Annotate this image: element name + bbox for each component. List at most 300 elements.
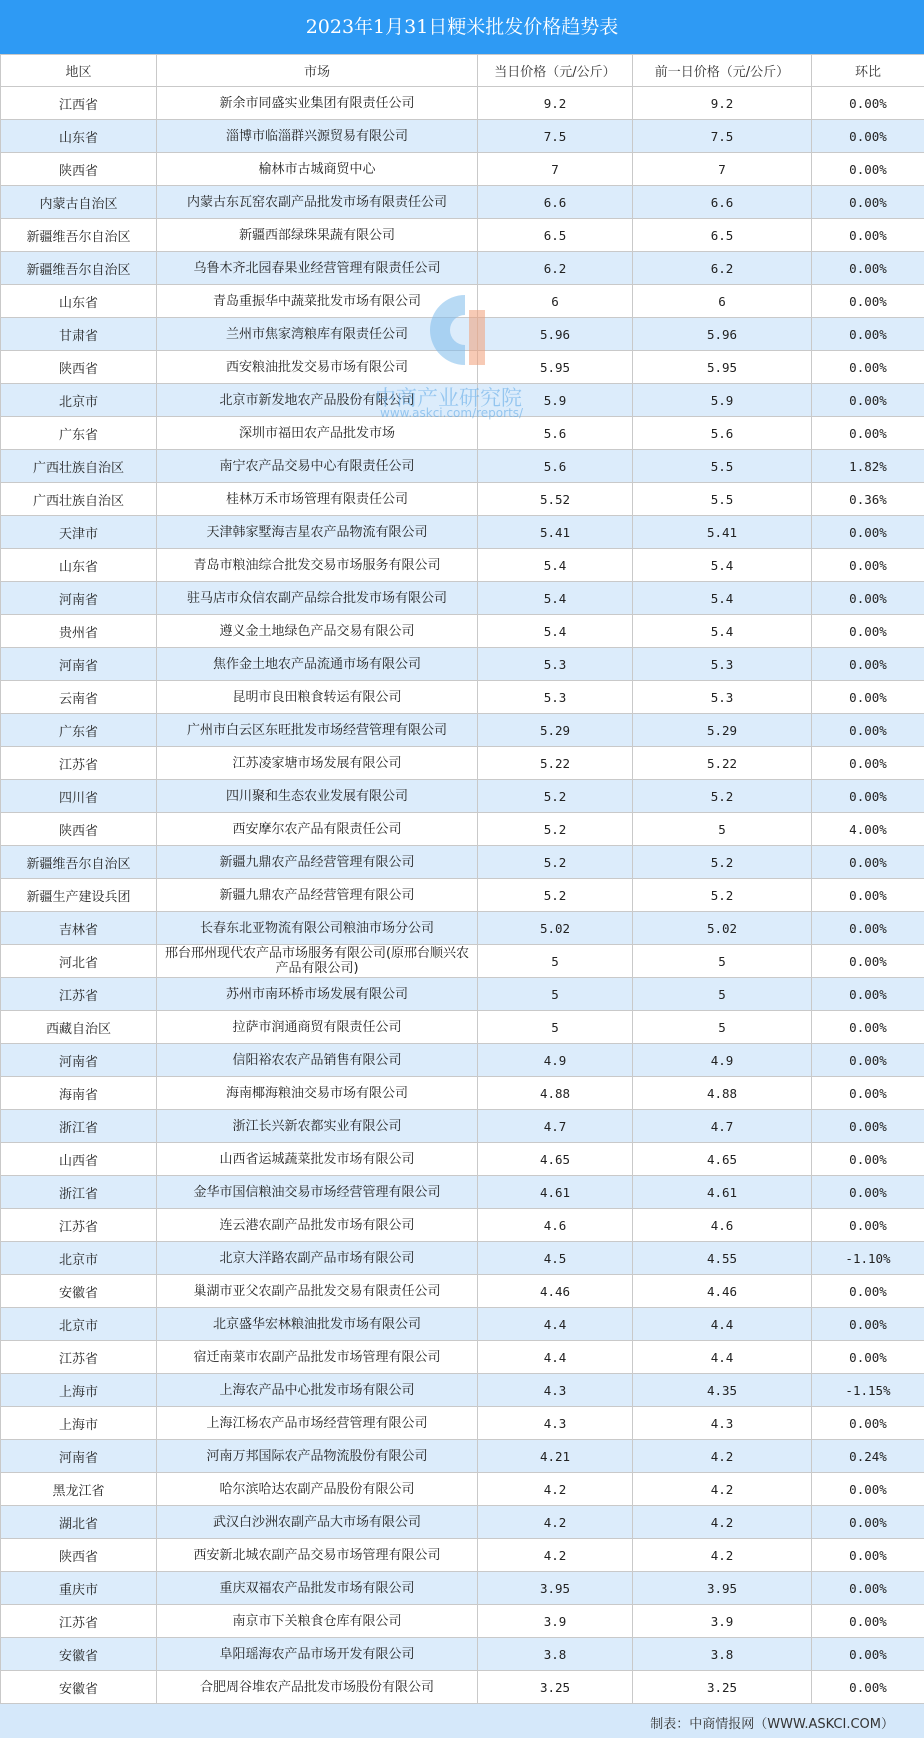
table-row	[1, 1011, 924, 1044]
current-price-cell: 4.7	[478, 1110, 633, 1143]
column-header-market: 市场	[157, 55, 478, 87]
previous-price-cell: 5.5	[633, 450, 812, 483]
previous-price-cell: 4.7	[633, 1110, 812, 1143]
change-cell: 0.00%	[812, 549, 924, 582]
table-row	[1, 186, 924, 219]
region-cell: 广西壮族自治区	[1, 450, 157, 483]
region-cell: 陕西省	[1, 1539, 157, 1572]
change-cell: 0.00%	[812, 714, 924, 747]
current-price-cell: 4.2	[478, 1539, 633, 1572]
table-row	[1, 219, 924, 252]
market-cell: 上海农产品中心批发市场有限公司	[157, 1374, 478, 1407]
change-cell: 0.00%	[812, 318, 924, 351]
region-cell: 上海市	[1, 1374, 157, 1407]
previous-price-cell: 5.2	[633, 846, 812, 879]
table-row	[1, 1077, 924, 1110]
table-row	[1, 120, 924, 153]
region-cell: 新疆生产建设兵团	[1, 879, 157, 912]
table-row	[1, 351, 924, 384]
current-price-cell: 4.6	[478, 1209, 633, 1242]
change-cell: 0.00%	[812, 153, 924, 186]
change-cell: 0.24%	[812, 1440, 924, 1473]
change-cell: 0.00%	[812, 219, 924, 252]
region-cell: 贵州省	[1, 615, 157, 648]
table-row	[1, 1539, 924, 1572]
market-cell: 遵义金土地绿色产品交易有限公司	[157, 615, 478, 648]
table-row	[1, 1440, 924, 1473]
previous-price-cell: 5.5	[633, 483, 812, 516]
change-cell: 0.00%	[812, 516, 924, 549]
change-cell: 0.00%	[812, 648, 924, 681]
market-cell: 内蒙古东瓦窑农副产品批发市场有限责任公司	[157, 186, 478, 219]
previous-price-cell: 5.3	[633, 648, 812, 681]
region-cell: 北京市	[1, 384, 157, 417]
previous-price-cell: 4.65	[633, 1143, 812, 1176]
change-cell: 0.00%	[812, 1176, 924, 1209]
region-cell: 云南省	[1, 681, 157, 714]
table-row	[1, 1638, 924, 1671]
previous-price-cell: 4.3	[633, 1407, 812, 1440]
watermark-url: www.askci.com/reports/	[380, 406, 524, 420]
previous-price-cell: 5.4	[633, 549, 812, 582]
current-price-cell: 5.9	[478, 384, 633, 417]
previous-price-cell: 5.4	[633, 615, 812, 648]
change-cell: 0.00%	[812, 1275, 924, 1308]
previous-price-cell: 4.2	[633, 1473, 812, 1506]
change-cell: 0.00%	[812, 747, 924, 780]
previous-price-cell: 5	[633, 813, 812, 846]
table-row	[1, 252, 924, 285]
table-row	[1, 1143, 924, 1176]
market-cell: 连云港农副产品批发市场有限公司	[157, 1209, 478, 1242]
market-cell: 南京市下关粮食仓库有限公司	[157, 1605, 478, 1638]
table-row	[1, 1308, 924, 1341]
region-cell: 上海市	[1, 1407, 157, 1440]
market-cell: 新疆西部绿珠果蔬有限公司	[157, 219, 478, 252]
current-price-cell: 5.95	[478, 351, 633, 384]
current-price-cell: 3.95	[478, 1572, 633, 1605]
change-cell: 0.00%	[812, 1110, 924, 1143]
region-cell: 湖北省	[1, 1506, 157, 1539]
region-cell: 新疆维吾尔自治区	[1, 219, 157, 252]
change-cell: -1.10%	[812, 1242, 924, 1275]
change-cell: 0.00%	[812, 1011, 924, 1044]
previous-price-cell: 4.2	[633, 1440, 812, 1473]
footer-source: 制表：中商情报网（WWW.ASKCI.COM）	[650, 1717, 894, 1732]
market-cell: 北京市新发地农产品股份有限公司	[157, 384, 478, 417]
table-row	[1, 1110, 924, 1143]
market-cell: 西安粮油批发交易市场有限公司	[157, 351, 478, 384]
market-cell: 新余市同盛实业集团有限责任公司	[157, 87, 478, 120]
change-cell: 0.00%	[812, 846, 924, 879]
table-row	[1, 516, 924, 549]
current-price-cell: 6.6	[478, 186, 633, 219]
previous-price-cell: 5.02	[633, 912, 812, 945]
previous-price-cell: 5.95	[633, 351, 812, 384]
current-price-cell: 3.9	[478, 1605, 633, 1638]
previous-price-cell: 5.3	[633, 681, 812, 714]
current-price-cell: 7.5	[478, 120, 633, 153]
table-row	[1, 846, 924, 879]
change-cell: 0.00%	[812, 945, 924, 978]
market-cell: 合肥周谷堆农产品批发市场股份有限公司	[157, 1671, 478, 1704]
change-cell: 0.00%	[812, 87, 924, 120]
current-price-cell: 5.4	[478, 582, 633, 615]
region-cell: 新疆维吾尔自治区	[1, 846, 157, 879]
table-row	[1, 1275, 924, 1308]
region-cell: 广东省	[1, 714, 157, 747]
table-row	[1, 1242, 924, 1275]
region-cell: 吉林省	[1, 912, 157, 945]
region-cell: 河南省	[1, 648, 157, 681]
previous-price-cell: 3.9	[633, 1605, 812, 1638]
region-cell: 天津市	[1, 516, 157, 549]
footer	[0, 1704, 924, 1738]
current-price-cell: 5.29	[478, 714, 633, 747]
market-cell: 邢台邢州现代农产品市场服务有限公司(原邢台顺兴农产品有限公司)	[157, 945, 478, 978]
current-price-cell: 3.8	[478, 1638, 633, 1671]
current-price-cell: 5.41	[478, 516, 633, 549]
change-cell: 0.00%	[812, 252, 924, 285]
previous-price-cell: 4.2	[633, 1506, 812, 1539]
current-price-cell: 5.4	[478, 615, 633, 648]
market-cell: 宿迁南菜市农副产品批发市场管理有限公司	[157, 1341, 478, 1374]
table-row	[1, 483, 924, 516]
current-price-cell: 4.2	[478, 1506, 633, 1539]
column-header-previous-price: 前一日价格（元/公斤）	[633, 55, 812, 87]
current-price-cell: 6	[478, 285, 633, 318]
market-cell: 海南椰海粮油交易市场有限公司	[157, 1077, 478, 1110]
change-cell: 0.00%	[812, 1077, 924, 1110]
current-price-cell: 5.2	[478, 846, 633, 879]
change-cell: 0.00%	[812, 1308, 924, 1341]
change-cell: 0.00%	[812, 615, 924, 648]
table-row	[1, 87, 924, 120]
table-row	[1, 1407, 924, 1440]
region-cell: 江苏省	[1, 1341, 157, 1374]
table-row	[1, 582, 924, 615]
change-cell: 0.00%	[812, 1671, 924, 1704]
table-row	[1, 1209, 924, 1242]
previous-price-cell: 3.95	[633, 1572, 812, 1605]
region-cell: 北京市	[1, 1242, 157, 1275]
current-price-cell: 5.3	[478, 681, 633, 714]
current-price-cell: 5.22	[478, 747, 633, 780]
market-cell: 天津韩家墅海吉星农产品物流有限公司	[157, 516, 478, 549]
market-cell: 西安摩尔农产品有限责任公司	[157, 813, 478, 846]
previous-price-cell: 5.96	[633, 318, 812, 351]
region-cell: 西藏自治区	[1, 1011, 157, 1044]
region-cell: 黑龙江省	[1, 1473, 157, 1506]
market-cell: 巢湖市亚父农副产品批发交易有限责任公司	[157, 1275, 478, 1308]
current-price-cell: 5	[478, 945, 633, 978]
change-cell: 0.00%	[812, 186, 924, 219]
change-cell: 0.00%	[812, 1143, 924, 1176]
change-cell: 1.82%	[812, 450, 924, 483]
table-row	[1, 912, 924, 945]
change-cell: 0.00%	[812, 384, 924, 417]
region-cell: 内蒙古自治区	[1, 186, 157, 219]
current-price-cell: 4.3	[478, 1374, 633, 1407]
current-price-cell: 5.2	[478, 879, 633, 912]
market-cell: 榆林市古城商贸中心	[157, 153, 478, 186]
market-cell: 哈尔滨哈达农副产品股份有限公司	[157, 1473, 478, 1506]
market-cell: 青岛重振华中蔬菜批发市场有限公司	[157, 285, 478, 318]
table-row	[1, 384, 924, 417]
change-cell: 0.00%	[812, 879, 924, 912]
region-cell: 安徽省	[1, 1638, 157, 1671]
region-cell: 河南省	[1, 582, 157, 615]
region-cell: 陕西省	[1, 351, 157, 384]
current-price-cell: 4.21	[478, 1440, 633, 1473]
table-row	[1, 285, 924, 318]
change-cell: 0.00%	[812, 582, 924, 615]
current-price-cell: 5	[478, 978, 633, 1011]
previous-price-cell: 5.2	[633, 780, 812, 813]
change-cell: 0.00%	[812, 120, 924, 153]
market-cell: 重庆双福农产品批发市场有限公司	[157, 1572, 478, 1605]
market-cell: 青岛市粮油综合批发交易市场服务有限公司	[157, 549, 478, 582]
market-cell: 金华市国信粮油交易市场经营管理有限公司	[157, 1176, 478, 1209]
previous-price-cell: 5.41	[633, 516, 812, 549]
region-cell: 安徽省	[1, 1671, 157, 1704]
previous-price-cell: 4.9	[633, 1044, 812, 1077]
market-cell: 广州市白云区东旺批发市场经营管理有限公司	[157, 714, 478, 747]
previous-price-cell: 6.2	[633, 252, 812, 285]
previous-price-cell: 5.4	[633, 582, 812, 615]
market-cell: 信阳裕农农产品销售有限公司	[157, 1044, 478, 1077]
region-cell: 山东省	[1, 120, 157, 153]
market-cell: 南宁农产品交易中心有限责任公司	[157, 450, 478, 483]
current-price-cell: 5	[478, 1011, 633, 1044]
change-cell: 0.00%	[812, 1638, 924, 1671]
region-cell: 广东省	[1, 417, 157, 450]
previous-price-cell: 5	[633, 1011, 812, 1044]
previous-price-cell: 4.35	[633, 1374, 812, 1407]
table-row	[1, 417, 924, 450]
market-cell: 武汉白沙洲农副产品大市场有限公司	[157, 1506, 478, 1539]
change-cell: 0.00%	[812, 1341, 924, 1374]
table-row	[1, 714, 924, 747]
current-price-cell: 4.2	[478, 1473, 633, 1506]
previous-price-cell: 4.88	[633, 1077, 812, 1110]
region-cell: 甘肃省	[1, 318, 157, 351]
current-price-cell: 4.46	[478, 1275, 633, 1308]
change-cell: -1.15%	[812, 1374, 924, 1407]
region-cell: 四川省	[1, 780, 157, 813]
table-row	[1, 1572, 924, 1605]
market-cell: 乌鲁木齐北园春果业经营管理有限责任公司	[157, 252, 478, 285]
previous-price-cell: 7	[633, 153, 812, 186]
current-price-cell: 5.4	[478, 549, 633, 582]
current-price-cell: 9.2	[478, 87, 633, 120]
previous-price-cell: 5.22	[633, 747, 812, 780]
market-cell: 山西省运城蔬菜批发市场有限公司	[157, 1143, 478, 1176]
table-row	[1, 780, 924, 813]
previous-price-cell: 4.4	[633, 1341, 812, 1374]
previous-price-cell: 5.2	[633, 879, 812, 912]
previous-price-cell: 6.5	[633, 219, 812, 252]
previous-price-cell: 9.2	[633, 87, 812, 120]
change-cell: 0.00%	[812, 351, 924, 384]
price-table	[0, 54, 924, 1704]
market-cell: 淄博市临淄群兴源贸易有限公司	[157, 120, 478, 153]
region-cell: 河北省	[1, 945, 157, 978]
region-cell: 广西壮族自治区	[1, 483, 157, 516]
previous-price-cell: 5.9	[633, 384, 812, 417]
table-title: 2023年1月31日粳米批发价格趋势表	[0, 0, 924, 54]
market-cell: 江苏凌家塘市场发展有限公司	[157, 747, 478, 780]
change-cell: 0.00%	[812, 285, 924, 318]
table-row	[1, 1473, 924, 1506]
market-cell: 焦作金土地农产品流通市场有限公司	[157, 648, 478, 681]
region-cell: 陕西省	[1, 813, 157, 846]
previous-price-cell: 3.8	[633, 1638, 812, 1671]
region-cell: 北京市	[1, 1308, 157, 1341]
region-cell: 河南省	[1, 1044, 157, 1077]
market-cell: 苏州市南环桥市场发展有限公司	[157, 978, 478, 1011]
previous-price-cell: 4.2	[633, 1539, 812, 1572]
previous-price-cell: 5.6	[633, 417, 812, 450]
table-row	[1, 681, 924, 714]
region-cell: 新疆维吾尔自治区	[1, 252, 157, 285]
table-row	[1, 1176, 924, 1209]
market-cell: 长春东北亚物流有限公司粮油市场分公司	[157, 912, 478, 945]
previous-price-cell: 7.5	[633, 120, 812, 153]
table-row	[1, 1506, 924, 1539]
change-cell: 0.00%	[812, 1605, 924, 1638]
previous-price-cell: 4.4	[633, 1308, 812, 1341]
column-header-change: 环比	[812, 55, 924, 87]
region-cell: 江苏省	[1, 1605, 157, 1638]
change-cell: 0.00%	[812, 1209, 924, 1242]
table-row	[1, 153, 924, 186]
header-row	[1, 55, 924, 87]
previous-price-cell: 5.29	[633, 714, 812, 747]
current-price-cell: 5.02	[478, 912, 633, 945]
market-cell: 拉萨市润通商贸有限责任公司	[157, 1011, 478, 1044]
current-price-cell: 6.5	[478, 219, 633, 252]
previous-price-cell: 4.61	[633, 1176, 812, 1209]
market-cell: 新疆九鼎农产品经营管理有限公司	[157, 879, 478, 912]
change-cell: 0.00%	[812, 780, 924, 813]
market-cell: 河南万邦国际农产品物流股份有限公司	[157, 1440, 478, 1473]
current-price-cell: 5.3	[478, 648, 633, 681]
table-row	[1, 945, 924, 978]
current-price-cell: 5.6	[478, 450, 633, 483]
current-price-cell: 4.9	[478, 1044, 633, 1077]
region-cell: 重庆市	[1, 1572, 157, 1605]
region-cell: 山东省	[1, 549, 157, 582]
table-row	[1, 1044, 924, 1077]
current-price-cell: 5.6	[478, 417, 633, 450]
current-price-cell: 4.4	[478, 1341, 633, 1374]
region-cell: 山东省	[1, 285, 157, 318]
change-cell: 0.00%	[812, 978, 924, 1011]
current-price-cell: 5.2	[478, 813, 633, 846]
current-price-cell: 4.65	[478, 1143, 633, 1176]
previous-price-cell: 4.55	[633, 1242, 812, 1275]
region-cell: 江苏省	[1, 978, 157, 1011]
table-row	[1, 648, 924, 681]
current-price-cell: 6.2	[478, 252, 633, 285]
change-cell: 0.00%	[812, 1044, 924, 1077]
current-price-cell: 3.25	[478, 1671, 633, 1704]
table-row	[1, 813, 924, 846]
market-cell: 四川聚和生态农业发展有限公司	[157, 780, 478, 813]
region-cell: 浙江省	[1, 1176, 157, 1209]
market-cell: 新疆九鼎农产品经营管理有限公司	[157, 846, 478, 879]
market-cell: 昆明市良田粮食转运有限公司	[157, 681, 478, 714]
table-row	[1, 615, 924, 648]
market-cell: 深圳市福田农产品批发市场	[157, 417, 478, 450]
region-cell: 海南省	[1, 1077, 157, 1110]
region-cell: 安徽省	[1, 1275, 157, 1308]
current-price-cell: 4.5	[478, 1242, 633, 1275]
current-price-cell: 4.88	[478, 1077, 633, 1110]
change-cell: 0.36%	[812, 483, 924, 516]
table-row	[1, 1671, 924, 1704]
table-row	[1, 747, 924, 780]
column-header-region: 地区	[1, 55, 157, 87]
column-header-current-price: 当日价格（元/公斤）	[478, 55, 633, 87]
previous-price-cell: 6.6	[633, 186, 812, 219]
previous-price-cell: 4.46	[633, 1275, 812, 1308]
table-row	[1, 978, 924, 1011]
region-cell: 江苏省	[1, 1209, 157, 1242]
table-row	[1, 1605, 924, 1638]
change-cell: 0.00%	[812, 1506, 924, 1539]
current-price-cell: 4.4	[478, 1308, 633, 1341]
market-cell: 兰州市焦家湾粮库有限责任公司	[157, 318, 478, 351]
region-cell: 江西省	[1, 87, 157, 120]
table-row	[1, 1341, 924, 1374]
change-cell: 0.00%	[812, 681, 924, 714]
change-cell: 0.00%	[812, 1407, 924, 1440]
region-cell: 河南省	[1, 1440, 157, 1473]
region-cell: 山西省	[1, 1143, 157, 1176]
current-price-cell: 4.61	[478, 1176, 633, 1209]
change-cell: 0.00%	[812, 1473, 924, 1506]
market-cell: 阜阳瑶海农产品市场开发有限公司	[157, 1638, 478, 1671]
current-price-cell: 5.96	[478, 318, 633, 351]
current-price-cell: 5.2	[478, 780, 633, 813]
table-row	[1, 450, 924, 483]
change-cell: 4.00%	[812, 813, 924, 846]
current-price-cell: 5.52	[478, 483, 633, 516]
change-cell: 0.00%	[812, 1539, 924, 1572]
current-price-cell: 7	[478, 153, 633, 186]
previous-price-cell: 5	[633, 945, 812, 978]
table-row	[1, 879, 924, 912]
previous-price-cell: 4.6	[633, 1209, 812, 1242]
current-price-cell: 4.3	[478, 1407, 633, 1440]
market-cell: 上海江杨农产品市场经营管理有限公司	[157, 1407, 478, 1440]
region-cell: 江苏省	[1, 747, 157, 780]
market-cell: 桂林万禾市场管理有限责任公司	[157, 483, 478, 516]
previous-price-cell: 5	[633, 978, 812, 1011]
table-row	[1, 318, 924, 351]
market-cell: 西安新北城农副产品交易市场管理有限公司	[157, 1539, 478, 1572]
change-cell: 0.00%	[812, 417, 924, 450]
change-cell: 0.00%	[812, 912, 924, 945]
market-cell: 北京盛华宏林粮油批发市场有限公司	[157, 1308, 478, 1341]
previous-price-cell: 6	[633, 285, 812, 318]
change-cell: 0.00%	[812, 1572, 924, 1605]
market-cell: 北京大洋路农副产品市场有限公司	[157, 1242, 478, 1275]
table-row	[1, 549, 924, 582]
region-cell: 陕西省	[1, 153, 157, 186]
